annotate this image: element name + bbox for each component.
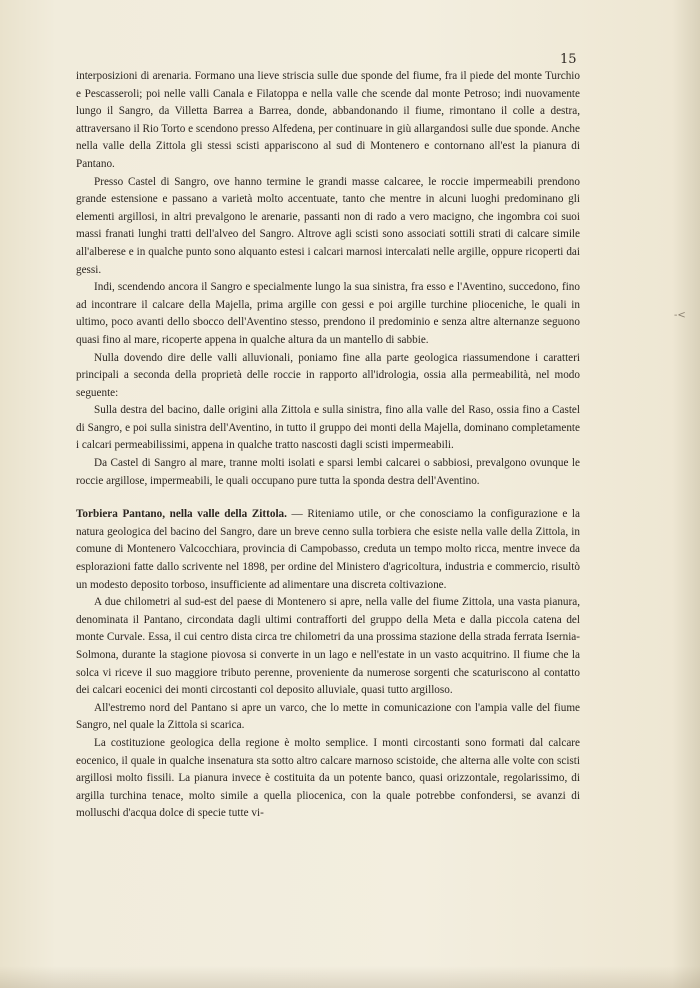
margin-mark: -< — [674, 310, 686, 321]
section-title: Torbiera Pantano, nella valle della Zittola. — [76, 508, 287, 521]
section-paragraph-4: La costituzione geologica della regione è molto semplice. I monti circostanti sono formati dal calcare eocenico, il quale in qualche insenatura sta sotto altro calcare marnoso scistoide, che alterna alle volte con scisti argillosi molto fissili. La pianura invece è costituita da un potente banco, quasi orizzontale, regolarissimo, di argilla turchina tenace, molto simile a quella pliocenica, con la quale potrebbe confondersi, se avanzi di molluschi d'acqua dolce di specie tutte vi- — [76, 736, 580, 820]
paragraph-4: Nulla dovendo dire delle valli alluvionali, poniamo fine alla parte geologica riassumendone i caratteri principali a seconda della proprietà delle roccie in rapporto all'idrologia, ossia alla permeabilità, nel modo seguente: — [76, 351, 580, 399]
paragraph-5: Sulla destra del bacino, dalle origini alla Zittola e sulla sinistra, fino alla valle del Raso, ossia fino a Castel di Sangro, e poi sulla sinistra dell'Aventino, in tutto il gruppo dei monti della Majella, dominano completamente i calcari permeabilissimi, appena in qualche tratto nascosti dagli scisti impermeabili. — [76, 404, 580, 452]
paragraph-2: Presso Castel di Sangro, ove hanno termine le grandi masse calcaree, le roccie impermeabili prendono grande estensione e passano a varietà molto accentuate, tanto che mentre in alcuni luoghi predominano gli elementi argillosi, in altri prevalgono le arenarie, passanti non di rado a vero macigno, che ingombra coi suoi massi franati lunghi tratti dell'alveo del Sangro. Altrove agli scisti sono associati sottili strati di calcare simile all'alberese e in qualche punto sono alquanto estesi i calcari marnosi intercalati nelle argille, oppure ricoperti dai gessi. — [76, 175, 580, 276]
paragraph-1: interposizioni di arenaria. Formano una lieve striscia sulle due sponde del fiume, fra il piede del monte Turchio e Pescasseroli; poi nelle valli Canala e Filatoppa e nella valle che scende dal monte Petroso; indi nuovamente lungo il Sangro, da Villetta Barrea a Barrea, donde, abbandonando il fiume, rimontano il colle a destra, attraversano il Rio Torto e scendono presso Alfedena, per continuare in giù allargandosi sulle due sponde. Anche nella valle della Zittola gli stessi scisti appariscono al sud di Montenero e contornano all'est la pianura di Pantano. — [76, 70, 580, 170]
section-paragraph-2: A due chilometri al sud-est del paese di Montenero si apre, nella valle del fiume Zittola, una vasta pianura, denominata il Pantano, circondata dagli ultimi contrafforti del gruppo della Meta e dalla piccola catena del monte Curvale. Essa, il cui centro dista circa tre chilometri da una prossima stazione della strada ferrata Isernia-Solmona, durante la stagione piovosa si converte in un lago e nell'estate in un vasto acquitrino. Il fiume che la solca vi riceve il suo maggiore tributo perenne, proveniente da numerose sorgenti che scaturiscono al contatto dei calcari eocenici dei monti circostanti col deposito alluviale, quasi tutto argilloso. — [76, 596, 580, 697]
section-paragraph — [76, 506, 580, 594]
page-number: 15 — [560, 52, 577, 67]
page-edge-shadow — [0, 966, 700, 988]
section-intro: — Riteniamo utile, or che conosciamo la configurazione e la natura geologica del bacino del Sangro, dare un breve cenno sulla torbiera che esiste nella valle della Zittola, in comune di Montenero Valcocchiara, provincia di Campobasso, creduta un tempo molto ricca, mentre invece da esplorazioni fatte dallo scrivente nel 1898, per ordine del Ministero d'agricoltura, industria e commercio, risultò un modesto deposito torboso, insufficiente ad alimentare una discreta coltivazione. — [76, 508, 580, 591]
section-paragraph-3: All'estremo nord del Pantano si apre un varco, che lo mette in comunicazione con l'ampia valle del fiume Sangro, nel quale la Zittola si scarica. — [76, 701, 580, 732]
paragraph-3: Indi, scendendo ancora il Sangro e specialmente lungo la sua sinistra, fra esso e l'Aventino, succedono, fino ad incontrare il calcare della Majella, prima argille con gessi e poi argille turchine plioceniche, le quali in ultimo, poco avanti dello sbocco dell'Aventino stesso, prendono il predominio e senza altre alternanze seguono quasi fino al mare, ricoperte appena in qualche altura da un mantello di sabbie. — [76, 281, 580, 346]
paragraph-6: Da Castel di Sangro al mare, tranne molti isolati e sparsi lembi calcarei o sabbiosi, prevalgono ovunque le roccie argillose, impermeabili, le quali occupano pure tutta la sponda destra dell'Aventino. — [76, 457, 580, 487]
body-text — [76, 68, 580, 823]
